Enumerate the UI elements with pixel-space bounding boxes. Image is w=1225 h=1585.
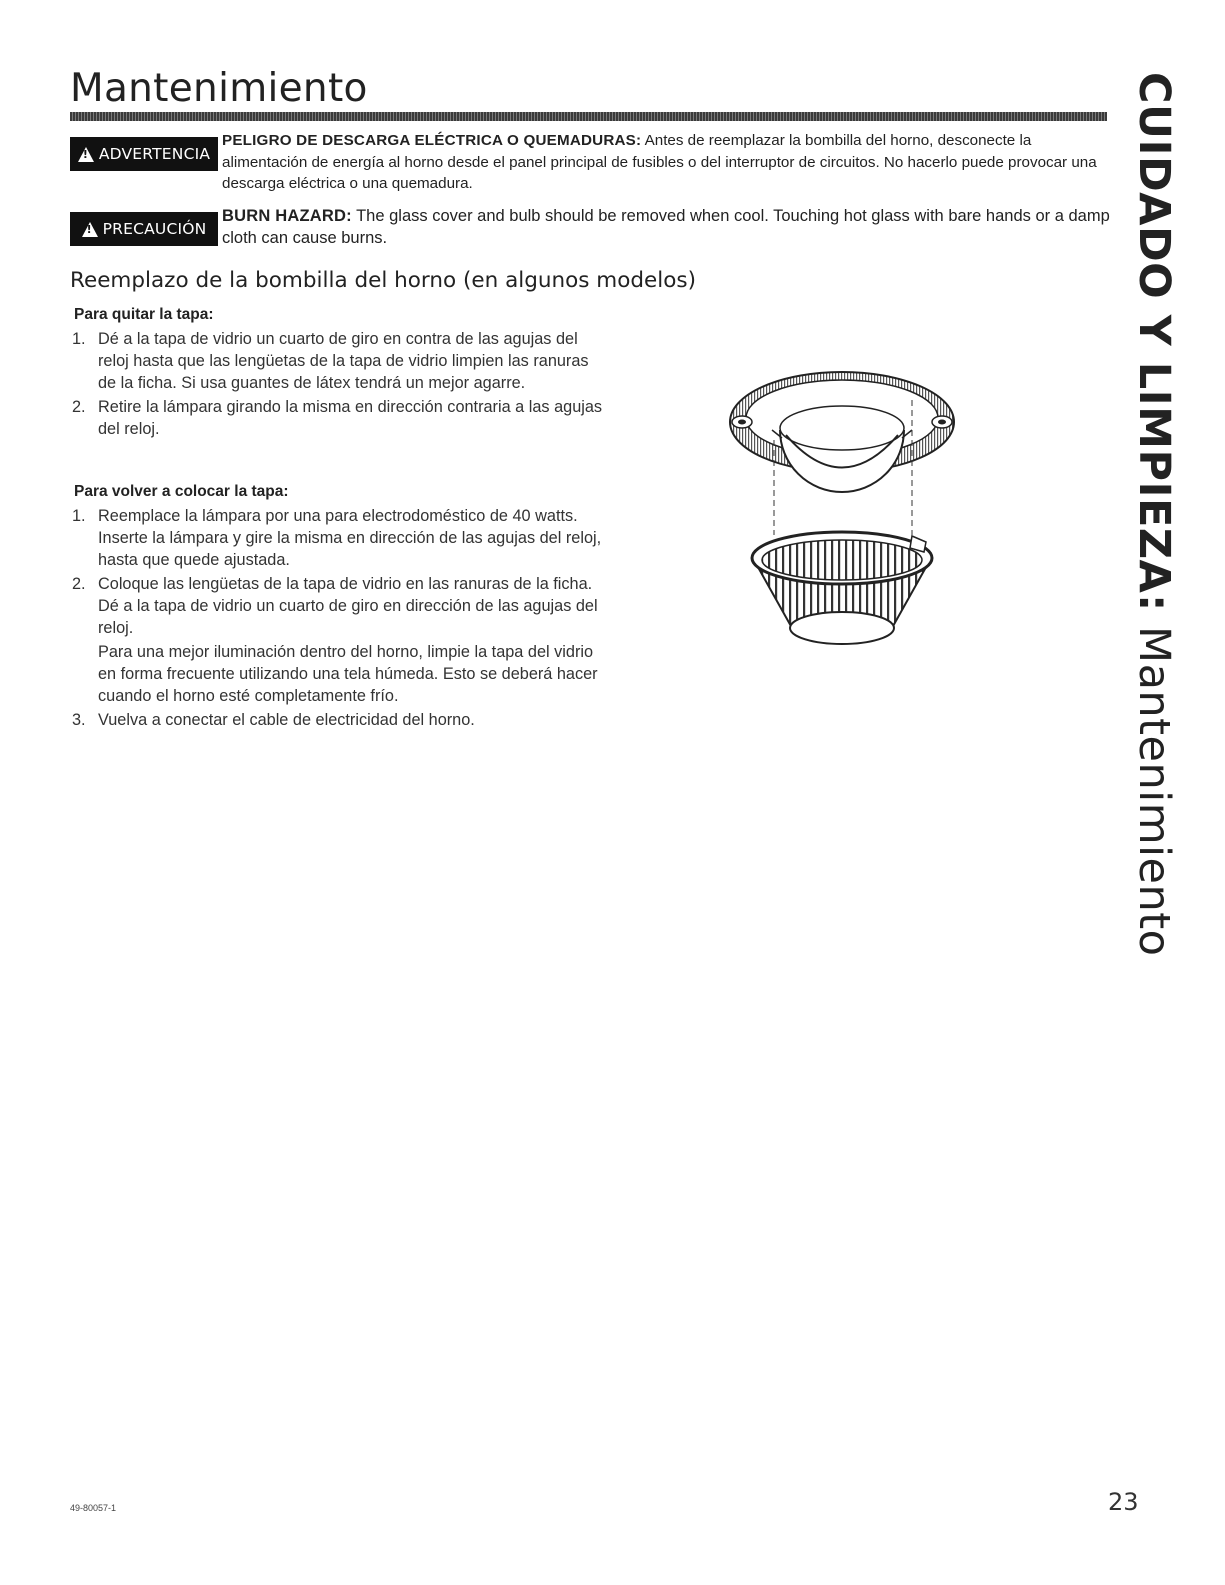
caution-badge-label: PRECAUCIÓN xyxy=(102,220,207,238)
warning-badge xyxy=(70,137,218,171)
replace-steps-continued xyxy=(70,709,610,731)
list-item xyxy=(70,709,610,731)
list-item xyxy=(70,396,610,440)
warning-text xyxy=(222,130,1110,195)
side-tab-topic: Mantenimiento xyxy=(1129,611,1179,957)
step-text: Retire la lámpara girando la misma en dirección contraria a las agujas del reloj. xyxy=(98,398,603,438)
glass-cover xyxy=(752,532,932,644)
document-number: 49-80057-1 xyxy=(70,1503,117,1513)
warning-badge-label: ADVERTENCIA xyxy=(98,145,211,163)
side-tab-category: CUIDADO Y LIMPIEZA: xyxy=(1129,72,1179,612)
page-number: 23 xyxy=(1108,1488,1139,1516)
side-tab xyxy=(1129,72,1179,957)
step-text: Coloque las lengüetas de la tapa de vidrio en las ranuras de la ficha. Dé a la tapa de vidrio un cuarto de giro en dirección de las agujas del reloj. xyxy=(98,575,598,637)
remove-section xyxy=(70,304,610,442)
caution-body: The glass cover and bulb should be removed when cool. Touching hot glass with bare hands or a damp cloth can cause burns. xyxy=(222,207,1110,247)
step-number: 2. xyxy=(72,398,86,416)
replace-steps xyxy=(70,505,610,639)
step-text: Vuelva a conectar el cable de electricidad del horno. xyxy=(98,711,475,729)
step-number: 1. xyxy=(72,507,86,525)
replace-heading: Para volver a colocar la tapa: xyxy=(74,483,289,500)
caution-triangle-icon xyxy=(82,222,98,237)
step-number: 2. xyxy=(72,575,86,593)
remove-steps xyxy=(70,328,610,440)
list-item xyxy=(70,573,610,639)
warning-lead: PELIGRO DE DESCARGA ELÉCTRICA O QUEMADURAS: xyxy=(222,132,642,149)
warning-body: Antes de reemplazar la bombilla del horno, desconecte la alimentación de energía al horno desde el panel principal de fusibles o del interruptor de circuitos. No hacerlo puede provocar una descarga eléctrica o una quemadura. xyxy=(222,132,1097,192)
caution-lead: BURN HAZARD: xyxy=(222,207,352,225)
step-text: Dé a la tapa de vidrio un cuarto de giro en contra de las agujas del reloj hasta que las lengüetas de la tapa de vidrio limpien las ranuras de la ficha. Si usa guantes de látex tendrá un mejor agarre. xyxy=(98,330,589,392)
page-title: Mantenimiento xyxy=(70,66,368,111)
cleaning-note: Para una mejor iluminación dentro del horno, limpie la tapa del vidrio en forma frecuente utilizando una tela húmeda. Esto se deberá hacer cuando el horno esté completamente frío. xyxy=(98,643,598,705)
step-number: 1. xyxy=(72,330,86,348)
list-item xyxy=(70,505,610,571)
remove-heading: Para quitar la tapa: xyxy=(74,306,214,323)
step-number: 3. xyxy=(72,711,86,729)
caution-text xyxy=(222,205,1110,249)
step-text: Reemplace la lámpara por una para electrodoméstico de 40 watts. Inserte la lámpara y gire la misma en dirección de las agujas del reloj, hasta que quede ajustada. xyxy=(98,507,602,569)
warning-triangle-icon xyxy=(78,147,94,162)
caution-notice xyxy=(70,205,1110,249)
list-item xyxy=(70,328,610,394)
caution-badge xyxy=(70,212,218,246)
title-rule xyxy=(70,112,1107,121)
replace-section xyxy=(70,481,610,733)
warning-notice xyxy=(70,130,1110,195)
section-heading: Reemplazo de la bombilla del horno (en algunos modelos) xyxy=(70,268,696,293)
bulb-cover-illustration xyxy=(712,360,972,660)
bulb xyxy=(772,406,912,492)
